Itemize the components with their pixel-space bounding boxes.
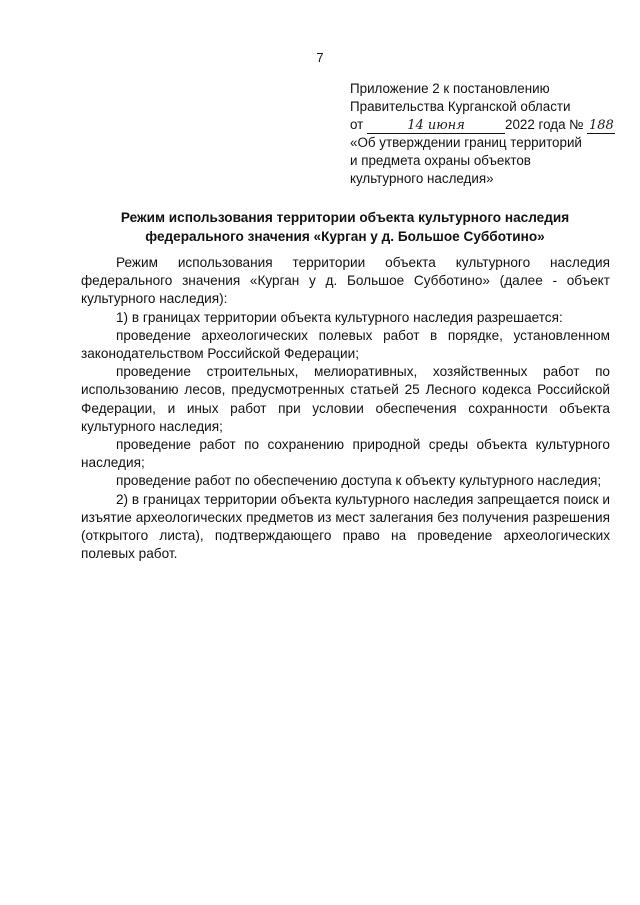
paragraph: Режим использования территории объекта культурного наследия федерального значения «Курган у д. Большое Субботино» (далее - объект культурного наследия): [81,255,610,307]
paragraph: 1) в границах территории объекта культурного наследия разрешается: [116,309,563,325]
date-prefix: от [350,117,364,132]
heading-line: Режим использования территории объекта культурного наследия [120,210,570,225]
appendix-line: и предмета охраны объектов [350,153,531,168]
handwritten-date: 14 июня [367,119,505,134]
paragraph: проведение работ по обеспечению доступа к объекту культурного наследия; [116,473,602,489]
document-body [81,254,610,563]
handwritten-number: 188 [588,118,614,133]
appendix-line: Правительства Курганской области [350,99,571,114]
appendix-line: «Об утверждении границ территорий [350,135,582,150]
appendix-line: культурного наследия» [350,171,494,186]
paragraph: 2) в границах территории объекта культурного наследия запрещается поиск и изъятие археологических предметов из мест залегания без получения разрешения (открытого листа), подтверждающего право на проведение археологических полевых работ. [81,491,610,562]
paragraph: проведение археологических полевых работ в порядке, установленном законодательством Российской Федерации; [81,327,610,362]
paragraph: проведение строительных, мелиоративных, хозяйственных работ по использованию лесов, предусмотренных статьей 25 Лесного кодекса Российской Федерации, и иных работ при условии обеспечения сохранности объекта культурного наследия; [81,364,610,434]
appendix-date-line [350,116,620,134]
year-text: 2022 года № [505,117,584,132]
appendix-line: Приложение 2 к постановлению [350,81,550,96]
paragraph: проведение работ по сохранению природной среды объекта культурного наследия; [81,437,610,471]
page-number: 7 [316,50,324,65]
heading-line: федерального значения «Курган у д. Большое Субботино» [145,229,545,244]
appendix-block [350,80,620,188]
document-heading [80,208,610,246]
